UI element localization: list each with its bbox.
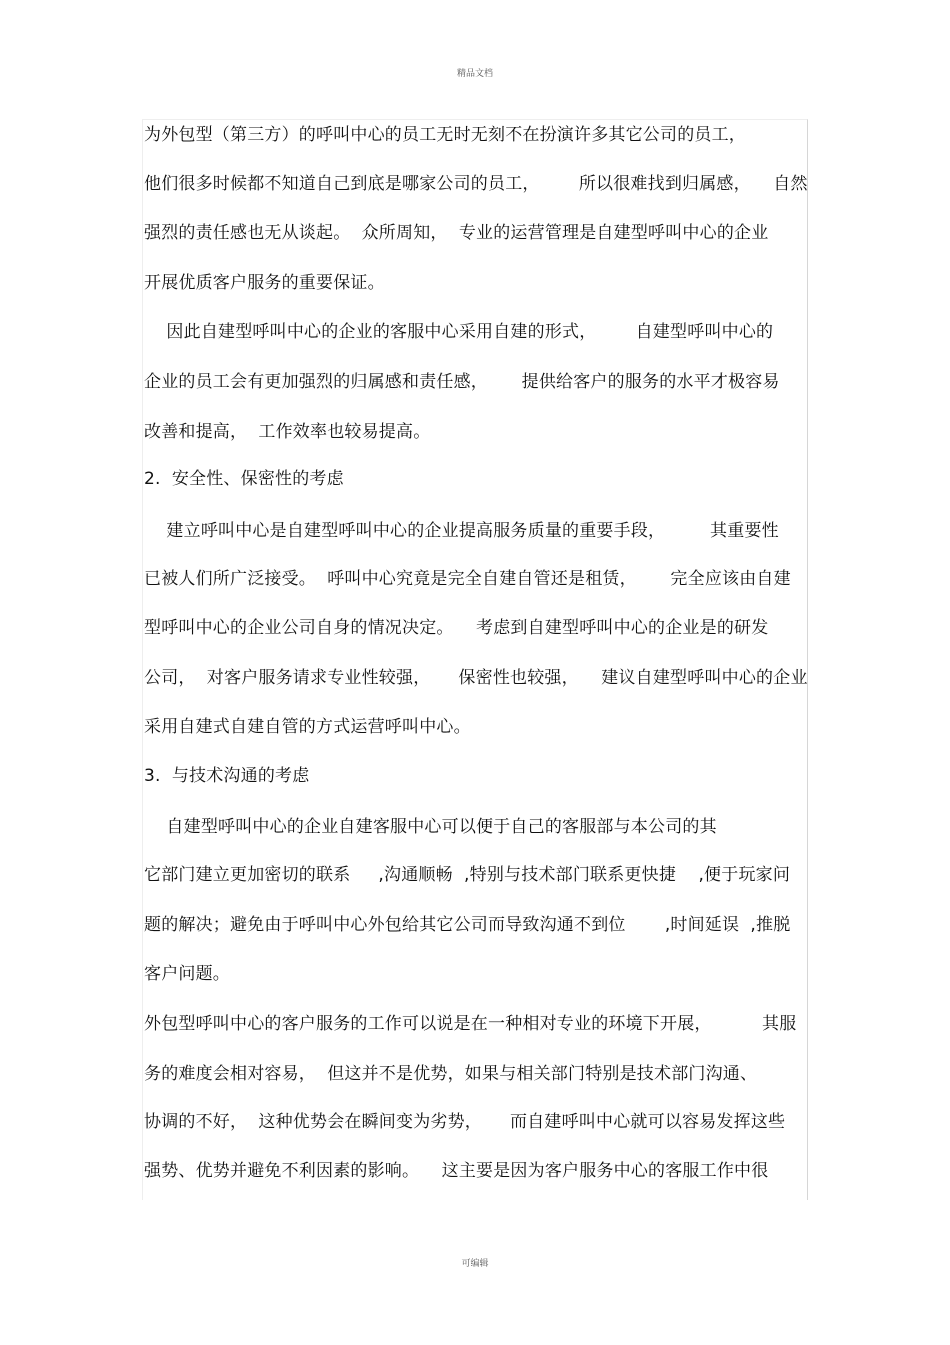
text-line: 客户问题。 [144, 964, 230, 984]
text-line: 采用自建式自建自管的方式运营呼叫中心。 [144, 717, 471, 737]
page-footer-label: 可编辑 [461, 1259, 489, 1269]
text-line: 企业的员工会有更加强烈的归属感和责任感， 提供给客户的服务的水平才极容易 [144, 372, 780, 392]
text-line: 型呼叫中心的企业公司自身的情况决定。 考虑到自建型呼叫中心的企业是的研发 [144, 618, 769, 638]
text-line: 协调的不好， 这种优势会在瞬间变为劣势， 而自建呼叫中心就可以容易发挥这些 [144, 1112, 786, 1132]
text-line: 外包型呼叫中心的客户服务的工作可以说是在一种相对专业的环境下开展， 其服 [144, 1014, 797, 1034]
text-line: 强烈的责任感也无从谈起。 众所周知， 专业的运营管理是自建型呼叫中心的企业 [144, 223, 769, 243]
text-line: 已被人们所广泛接受。 呼叫中心究竟是完全自建自管还是租赁， 完全应该由自建 [144, 569, 791, 589]
section-heading: 2. 安全性、保密性的考虑 [144, 469, 344, 489]
text-line: 强势、优势并避免不利因素的影响。 这主要是因为客户服务中心的客服工作中很 [144, 1161, 769, 1181]
text-line: 他们很多时候都不知道自己到底是哪家公司的员工， 所以很难找到归属感， 自然 [144, 174, 808, 194]
text-line: 改善和提高， 工作效率也较易提高。 [144, 422, 431, 442]
text-line: 因此自建型呼叫中心的企业的客服中心采用自建的形式， 自建型呼叫中心的 [144, 322, 774, 342]
text-line: 公司， 对客户服务请求专业性较强， 保密性也较强， 建议自建型呼叫中心的企业 [144, 668, 808, 688]
text-line: 开展优质客户服务的重要保证。 [144, 273, 385, 293]
text-line: 题的解决；避免由于呼叫中心外包给其它公司而导致沟通不到位 ,时间延误 ,推脱 [144, 915, 791, 935]
text-line: 为外包型（第三方）的呼叫中心的员工无时无刻不在扮演许多其它公司的员工， [144, 125, 746, 145]
page-header-label: 精品文档 [456, 69, 493, 79]
text-line: 务的难度会相对容易， 但这并不是优势，如果与相关部门特别是技术部门沟通、 [144, 1064, 758, 1084]
text-line: 它部门建立更加密切的联系 ,沟通顺畅 ,特别与技术部门联系更快捷 ,便于玩家问 [144, 865, 791, 885]
text-line: 自建型呼叫中心的企业自建客服中心可以便于自己的客服部与本公司的其 [144, 817, 717, 837]
text-line: 建立呼叫中心是自建型呼叫中心的企业提高服务质量的重要手段， 其重要性 [144, 521, 779, 541]
section-heading: 3. 与技术沟通的考虑 [144, 766, 310, 786]
